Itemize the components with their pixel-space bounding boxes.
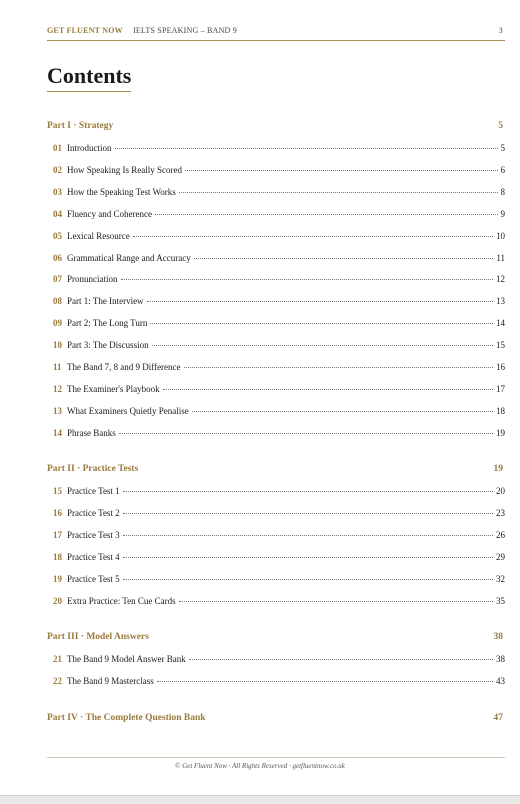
toc-entry-title: Practice Test 5 [67,573,120,584]
toc-entry-page: 18 [496,405,505,416]
toc-entry[interactable] [53,676,505,690]
toc-entry[interactable] [53,654,505,668]
toc-entry-page: 26 [496,529,505,540]
toc-entry-title: What Examiners Quietly Penalise [67,405,189,416]
toc-dot-leader [133,236,493,237]
viewer-bottom-bar [0,795,520,804]
footer-divider [47,757,505,758]
toc-part-page: 5 [498,121,503,131]
toc-dot-leader [123,491,493,492]
toc-entry-title: The Examiner's Playbook [67,383,160,394]
toc-dot-leader [123,535,493,536]
toc-entry[interactable] [53,209,505,223]
toc-entry-number: 10 [53,340,62,351]
toc-entry-page: 8 [500,186,505,197]
toc-entry[interactable] [53,231,505,245]
toc-entry[interactable] [53,143,505,157]
toc-entry-page: 14 [496,318,505,329]
toc-entry-page: 10 [496,230,505,241]
toc-entry-title: Practice Test 3 [67,529,120,540]
toc-entry-title: Practice Test 2 [67,507,120,518]
toc-dot-leader [185,170,498,171]
toc-dot-leader [119,433,493,434]
toc-entry-title: Practice Test 1 [67,486,120,496]
toc-dot-leader [184,367,493,368]
toc-entry[interactable] [53,384,505,398]
toc-entry-page: 13 [496,296,505,307]
toc-entry[interactable] [53,574,505,588]
toc-entry-number: 04 [53,208,62,219]
toc-dot-leader [152,345,493,346]
toc-part-label: Part IV · The Complete Question Bank [47,713,206,723]
toc-entry-title: Fluency and Coherence [67,208,152,219]
toc-part-label: Part II · Practice Tests [47,464,139,474]
toc-entry-page: 12 [496,274,505,285]
toc-entry-page: 32 [496,573,505,584]
toc-entry[interactable] [53,187,505,201]
toc-entry-number: 02 [53,164,62,175]
toc-entry-number: 21 [53,654,62,664]
toc-entry-page: 9 [500,208,505,219]
toc-entry-page: 38 [496,654,505,664]
toc-entry[interactable] [53,274,505,288]
toc-entry-page: 19 [496,427,505,438]
toc-dot-leader [189,659,493,660]
header-book-title: IELTS SPEAKING – BAND 9 [133,26,237,35]
toc-entry-number: 18 [53,551,62,562]
toc-entry-number: 11 [53,362,62,372]
toc-entry-number: 19 [53,573,62,584]
toc-entry-page: 15 [496,340,505,351]
toc-entry-number: 05 [53,230,62,241]
toc-entry-title: How Speaking Is Really Scored [67,164,182,175]
page-footer: © Get Fluent Now · All Rights Reserved · getfluentnow.co.uk [175,762,345,770]
toc-part-page: 38 [493,632,503,642]
toc-dot-leader [155,214,498,215]
toc-part-label: Part III · Model Answers [47,632,149,642]
toc-entry-title: Introduction [67,143,112,153]
toc-dot-leader [163,389,493,390]
toc-entry-title: Pronunciation [67,274,118,285]
toc-entry-page: 16 [496,362,505,372]
toc-entry-number: 01 [53,143,62,153]
toc-dot-leader [157,681,493,682]
toc-part-heading[interactable] [47,464,505,478]
toc-dot-leader [179,192,498,193]
toc-entry[interactable] [53,340,505,354]
toc-entry[interactable] [53,530,505,544]
toc-part-heading[interactable] [47,632,505,646]
toc-entry[interactable] [53,552,505,566]
toc-entry-title: The Band 9 Model Answer Bank [67,654,186,664]
toc-entry[interactable] [53,428,505,442]
toc-entry-page: 23 [496,507,505,518]
toc-entry[interactable] [53,318,505,332]
toc-entry-number: 12 [53,383,62,394]
toc-dot-leader [179,601,493,602]
toc-entry-number: 03 [53,186,62,197]
toc-entry-number: 16 [53,507,62,518]
toc-dot-leader [115,148,498,149]
toc-part-page: 19 [493,464,503,474]
toc-part-heading[interactable] [47,713,505,727]
toc-entry-page: 17 [496,383,505,394]
toc-entry-number: 07 [53,274,62,285]
toc-entry-page: 29 [496,551,505,562]
toc-entry-title: The Band 9 Masterclass [67,675,154,686]
toc-entry-page: 35 [496,595,505,606]
toc-dot-leader [123,513,493,514]
toc-entry-title: The Band 7, 8 and 9 Difference [67,362,181,372]
toc-entry[interactable] [53,165,505,179]
toc-dot-leader [192,411,493,412]
toc-entry[interactable] [53,296,505,310]
toc-entry-title: Extra Practice: Ten Cue Cards [67,595,176,606]
toc-entry-page: 5 [500,143,505,153]
toc-entry-title: Grammatical Range and Accuracy [67,252,191,263]
toc-dot-leader [123,579,493,580]
toc-entry[interactable] [53,253,505,267]
toc-dot-leader [194,258,494,259]
toc-dot-leader [150,323,493,324]
toc-entry-page: 6 [500,164,505,175]
toc-entry[interactable] [53,596,505,610]
toc-part-label: Part I · Strategy [47,121,114,131]
toc-entry-number: 20 [53,595,62,606]
toc-entry-page: 11 [496,252,505,263]
toc-entry-title: Part 3: The Discussion [67,340,149,351]
toc-dot-leader [147,301,493,302]
toc-entry-title: How the Speaking Test Works [67,186,176,197]
toc-dot-leader [121,279,494,280]
toc-entry-number: 13 [53,405,62,416]
toc-entry-page: 20 [496,486,505,496]
toc-entry-title: Practice Test 4 [67,551,120,562]
toc-entry-title: Part 2: The Long Turn [67,318,148,329]
toc-entry-number: 08 [53,296,62,307]
toc-entry-number: 17 [53,529,62,540]
toc-entry-number: 22 [53,675,62,686]
toc-entry-title: Lexical Resource [67,230,130,241]
toc-entry-number: 14 [53,427,62,438]
toc-entry[interactable] [53,486,505,500]
header-page-number: 3 [498,26,503,35]
toc-entry-title: Phrase Banks [67,427,116,438]
toc-part-heading[interactable] [47,121,505,135]
toc-entry[interactable] [53,508,505,522]
toc-dot-leader [123,557,493,558]
page-title: Contents [47,63,131,92]
toc-entry-title: Part 1: The Interview [67,296,144,307]
toc-entry-number: 09 [53,318,62,329]
toc-part-page: 47 [493,713,503,723]
running-header [47,26,505,41]
toc-entry[interactable] [53,406,505,420]
toc-entry-number: 15 [53,486,62,496]
toc-entry-number: 06 [53,252,62,263]
toc-entry[interactable] [53,362,505,376]
header-brand: GET FLUENT NOW [47,26,123,35]
toc-entry-page: 43 [496,675,505,686]
